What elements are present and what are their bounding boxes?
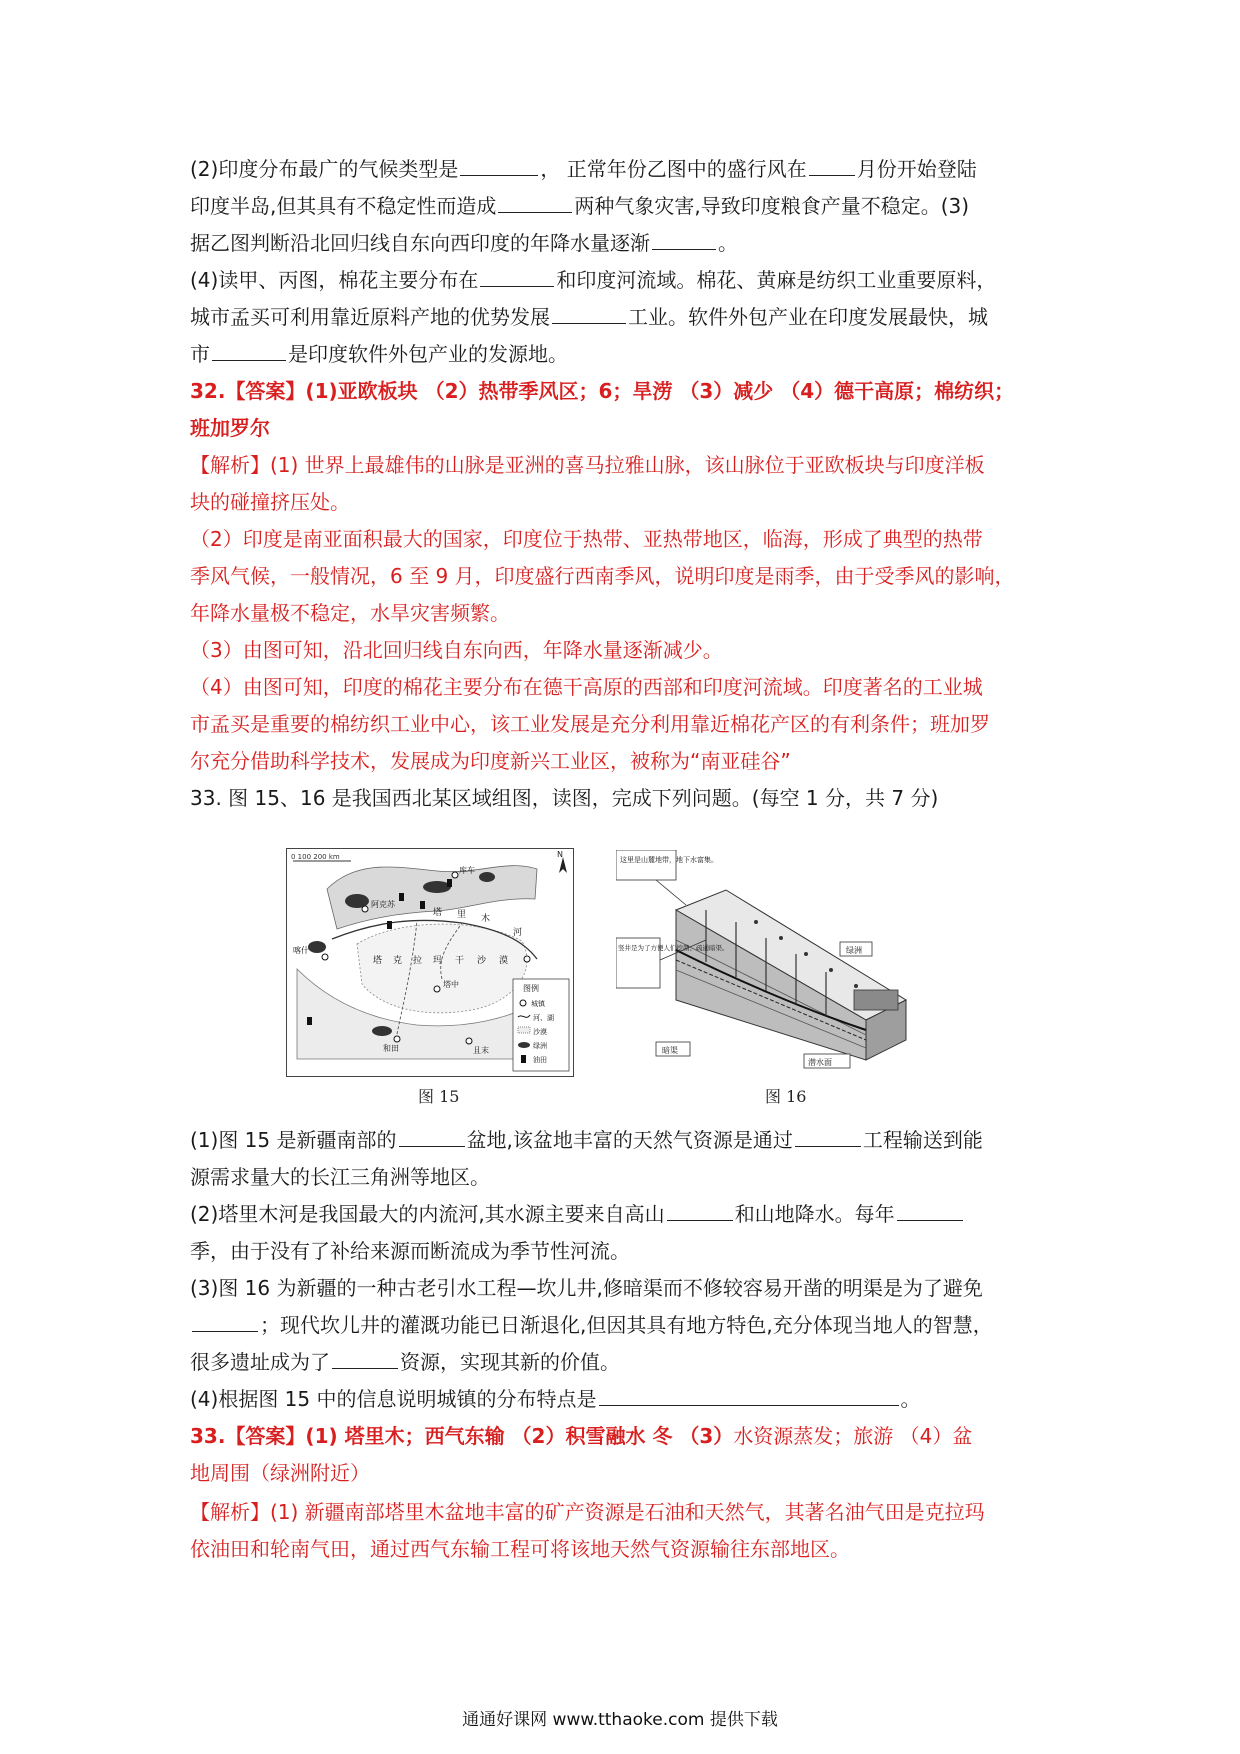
text: 据乙图判断沿北回归线自东向西印度的年降水量逐渐	[190, 231, 650, 255]
callout-water-table: 潜水面	[808, 1058, 832, 1067]
answer-blank	[192, 1311, 258, 1332]
q32-answer	[190, 373, 1060, 447]
text: 盆地,该盆地丰富的天然气资源是通过	[466, 1128, 793, 1152]
callout-mountain-foot: 这里是山麓地带，地下水富集。	[620, 856, 718, 864]
q32-analysis	[190, 447, 1060, 780]
analysis-line: 【解析】(1) 新疆南部塔里木盆地丰富的矿产资源是石油和天然气，其著名油气田是克拉玛	[190, 1500, 985, 1524]
legend-title: 图例	[523, 984, 539, 993]
map-label: 干	[455, 956, 465, 966]
legend-item: 沙漠	[533, 1028, 547, 1036]
q33-answer	[190, 1418, 1060, 1492]
karez-drawing	[616, 850, 916, 1072]
answer-blank	[460, 155, 538, 176]
answer-blank	[212, 340, 286, 361]
north-label: N	[557, 850, 563, 859]
text: 印度半岛,但其具有不稳定性而造成	[190, 194, 497, 218]
map-label: 克	[393, 956, 403, 966]
analysis-line: （4）由图可知，印度的棉花主要分布在德干高原的西部和印度河流域。印度著名的工业城	[190, 675, 983, 699]
answer-blank	[480, 266, 554, 287]
text: 很多遗址成为了	[190, 1350, 330, 1374]
analysis-line: （3）由图可知，沿北回归线自东向西，年降水量逐渐减少。	[190, 638, 723, 662]
legend-item: 河、湖	[533, 1014, 554, 1022]
q32-line-3	[190, 225, 1060, 262]
answer-blank	[652, 229, 716, 250]
text: 和山地降水。每年	[734, 1202, 895, 1226]
legend-item: 城镇	[531, 1000, 545, 1008]
q33-line-5: (3)图 16 为新疆的一种古老引水工程—坎儿井,修暗渠而不修较容易开凿的明渠是为了避免	[190, 1276, 983, 1300]
text: (4)根据图 15 中的信息说明城镇的分布特点是	[190, 1387, 597, 1411]
map-label: 塔	[373, 956, 383, 966]
text: ；现代坎儿井的灌溉功能已日渐退化,但因其具有地方特色,充分体现当地人的智慧，	[260, 1313, 993, 1337]
map-label: 且末	[473, 1046, 489, 1055]
text: (4)读甲、丙图，棉花主要分布在	[190, 268, 479, 292]
analysis-line: 尔充分借助科学技术，发展成为印度新兴工业区，被称为“南亚硅谷”	[190, 749, 791, 773]
callout-shaft: 竖井是为了方便人们挖凿、疏通暗渠。	[618, 944, 729, 952]
legend-item: 绿洲	[533, 1042, 547, 1050]
q33-answer-line-1	[190, 1418, 1060, 1455]
answer-line-2: 班加罗尔	[190, 416, 270, 440]
answer-blank	[498, 192, 572, 213]
answer-bold-part: 33.【答案】(1) 塔里木；西气东输 （2）积雪融水 冬 （3）	[190, 1424, 734, 1448]
q32-line-6	[190, 336, 1060, 373]
figure-16-caption: 图 16	[765, 1087, 807, 1106]
map-label: 塔	[433, 908, 443, 918]
callout-tunnel: 暗渠	[662, 1046, 678, 1055]
figure-15-map	[286, 848, 574, 1077]
text: 工程输送到能	[862, 1128, 983, 1152]
text: 月份开始登陆	[856, 157, 977, 181]
answer-regular-part: 水资源蒸发；旅游 （4）盆	[733, 1424, 973, 1448]
text: (2)塔里木河是我国最大的内流河,其水源主要来自高山	[190, 1202, 665, 1226]
text: 。	[900, 1387, 921, 1411]
text: 市	[190, 342, 210, 366]
scale-bar-label: 0 100 200 km	[291, 853, 340, 861]
answer-line-1: 32.【答案】(1)亚欧板块 （2）热带季风区；6；旱涝 （3）减少 （4）德干高原；棉纺织；	[190, 379, 1015, 403]
q33-question	[190, 1122, 1060, 1418]
text: 两种气象灾害,导致印度粮食产量不稳定。(3)	[574, 194, 970, 218]
q32-question	[190, 151, 1060, 373]
q32-line-2	[190, 188, 1060, 225]
map-label: 漠	[499, 956, 509, 966]
figure-15-caption: 图 15	[418, 1087, 460, 1106]
map-label: 玛	[433, 956, 443, 966]
north-arrow-icon	[559, 857, 567, 873]
map-label: 拉	[413, 956, 423, 966]
text: ， 正常年份乙图中的盛行风在	[540, 157, 807, 181]
text: 城市孟买可利用靠近原料产地的优势发展	[190, 305, 550, 329]
map-label: 里	[457, 910, 467, 920]
map-label: 河	[513, 928, 523, 938]
q33-answer-line-2: 地周围（绿洲附近）	[190, 1461, 370, 1485]
map-label: 沙	[477, 956, 487, 966]
q32-line-5	[190, 299, 1060, 336]
map-drawing	[287, 849, 573, 1076]
answer-blank	[332, 1348, 398, 1369]
q33-line-4: 季，由于没有了补给来源而断流成为季节性河流。	[190, 1239, 630, 1263]
q32-line-4	[190, 262, 1060, 299]
text: 资源，实现其新的价值。	[400, 1350, 620, 1374]
analysis-line: 【解析】(1) 世界上最雄伟的山脉是亚洲的喜马拉雅山脉，该山脉位于亚欧板块与印度洋板	[190, 453, 985, 477]
map-label: 阿克苏	[371, 900, 395, 909]
answer-blank	[897, 1200, 963, 1221]
q33-intro	[190, 780, 1060, 817]
answer-blank	[809, 155, 855, 176]
analysis-line: 依油田和轮南气田，通过西气东输工程可将该地天然气资源输往东部地区。	[190, 1537, 850, 1561]
q33-line-7	[190, 1344, 1060, 1381]
text: (1)图 15 是新疆南部的	[190, 1128, 397, 1152]
text: 工业。软件外包产业在印度发展最快，城	[628, 305, 988, 329]
answer-blank	[599, 1385, 899, 1406]
callout-oasis: 绿洲	[846, 946, 862, 955]
q33-line-1	[190, 1122, 1060, 1159]
text: 。	[718, 231, 738, 255]
answer-blank	[399, 1126, 465, 1147]
analysis-line: （2）印度是南亚面积最大的国家，印度位于热带、亚热带地区，临海，形成了典型的热带	[190, 527, 983, 551]
map-label: 木	[481, 914, 491, 924]
answer-blank	[552, 303, 626, 324]
q33-line-2: 源需求量大的长江三角洲等地区。	[190, 1165, 490, 1189]
map-label: 塔中	[443, 980, 459, 989]
map-label: 库车	[459, 866, 475, 875]
page-footer: 通通好课网 www.tthaoke.com 提供下载	[462, 1710, 778, 1730]
analysis-line: 年降水量极不稳定，水旱灾害频繁。	[190, 601, 510, 625]
text: 和印度河流域。棉花、黄麻是纺织工业重要原料，	[556, 268, 997, 292]
q33-intro-text: 33. 图 15、16 是我国西北某区域组图，读图，完成下列问题。(每空 1 分，共 7 分)	[190, 786, 939, 810]
q33-line-3	[190, 1196, 1060, 1233]
analysis-line: 市孟买是重要的棉纺织工业中心，该工业发展是充分利用靠近棉花产区的有利条件；班加罗	[190, 712, 990, 736]
q32-line-1	[190, 151, 1060, 188]
analysis-line: 块的碰撞挤压处。	[190, 490, 350, 514]
q33-line-8	[190, 1381, 1060, 1418]
answer-blank	[667, 1200, 733, 1221]
figure-16-diagram	[616, 850, 916, 1072]
map-label: 和田	[383, 1044, 399, 1053]
answer-blank	[795, 1126, 861, 1147]
analysis-line: 季风气候，一般情况，6 至 9 月，印度盛行西南季风，说明印度是雨季，由于受季风的影响，	[190, 564, 1015, 588]
q33-analysis	[190, 1494, 1060, 1568]
map-label: 喀什	[293, 946, 309, 955]
q33-line-6	[190, 1307, 1060, 1344]
legend-item: 油田	[533, 1056, 547, 1064]
text: 是印度软件外包产业的发源地。	[288, 342, 568, 366]
text: (2)印度分布最广的气候类型是	[190, 157, 459, 181]
